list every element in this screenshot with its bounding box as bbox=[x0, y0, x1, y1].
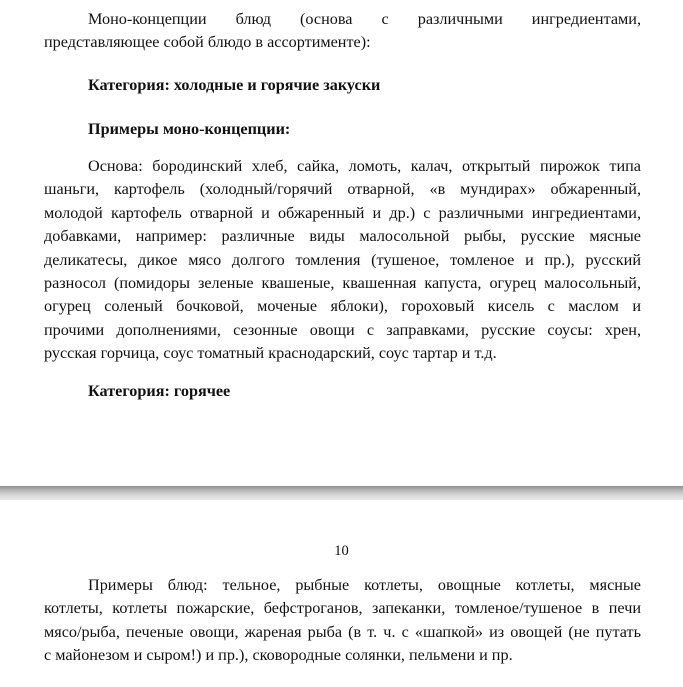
document-page-2 bbox=[0, 500, 683, 687]
body-line: Основа: бородинский хлеб, сайка, ломоть, калач, открытый пирожок типа bbox=[88, 157, 641, 175]
base-ingredients-paragraph bbox=[44, 155, 641, 366]
body-line: котлеты, котлеты пожарские, бефстроганов, запеканки, томленое/тушеное в печи bbox=[44, 599, 641, 618]
body-line: с майонезом и сыром!) и пр.), сковородные солянки, пельмени и пр. bbox=[44, 646, 513, 665]
intro-line-2: представляющее собой блюдо в ассортименте): bbox=[44, 33, 371, 52]
body-line: разносол (помидоры зеленые квашеные, квашенная капуста, огурец малосольный, bbox=[44, 274, 641, 293]
body-line: прочими дополнениями, сезонные овощи с заправками, русские соусы: хрен, bbox=[44, 320, 641, 339]
intro-line-1: Моно-концепции блюд (основа с различными ингредиентами, bbox=[88, 10, 641, 28]
heading-category-hot: Категория: горячее bbox=[88, 382, 231, 400]
body-line: добавками, например: различные виды малосольной рыбы, русские мясные bbox=[44, 227, 641, 246]
heading-category-cold-hot-snacks: Категория: холодные и горячие закуски bbox=[88, 76, 381, 94]
body-line: шаньги, картофель (холодный/горячий отварной, «в мундирах» обжаренный, bbox=[44, 180, 641, 199]
body-line: Примеры блюд: тельное, рыбные котлеты, овощные котлеты, мясные bbox=[88, 576, 641, 594]
dish-examples-paragraph bbox=[44, 574, 641, 668]
page-number: 10 bbox=[334, 543, 349, 559]
body-line: огурец соленый бочковой, моченые яблоки), гороховый кисель с маслом и bbox=[44, 297, 641, 316]
body-line: деликатесы, дикое мясо долгого томления (тушеное, томленое и пр.), русский bbox=[44, 250, 641, 269]
body-line: мясо/рыба, печеные овощи, жареная рыба (в т. ч. с «шапкой» из овощей (не путать bbox=[44, 622, 641, 641]
body-line: молодой картофель отварной и обжаренный и др.) с различными ингредиентами, bbox=[44, 203, 641, 222]
page-separator bbox=[0, 486, 683, 500]
body-line: русская горчица, соус томатный краснодарский, соус тартар и т.д. bbox=[44, 344, 497, 363]
heading-mono-concept-examples: Примеры моно-концепции: bbox=[88, 120, 291, 138]
intro-paragraph bbox=[44, 8, 641, 55]
